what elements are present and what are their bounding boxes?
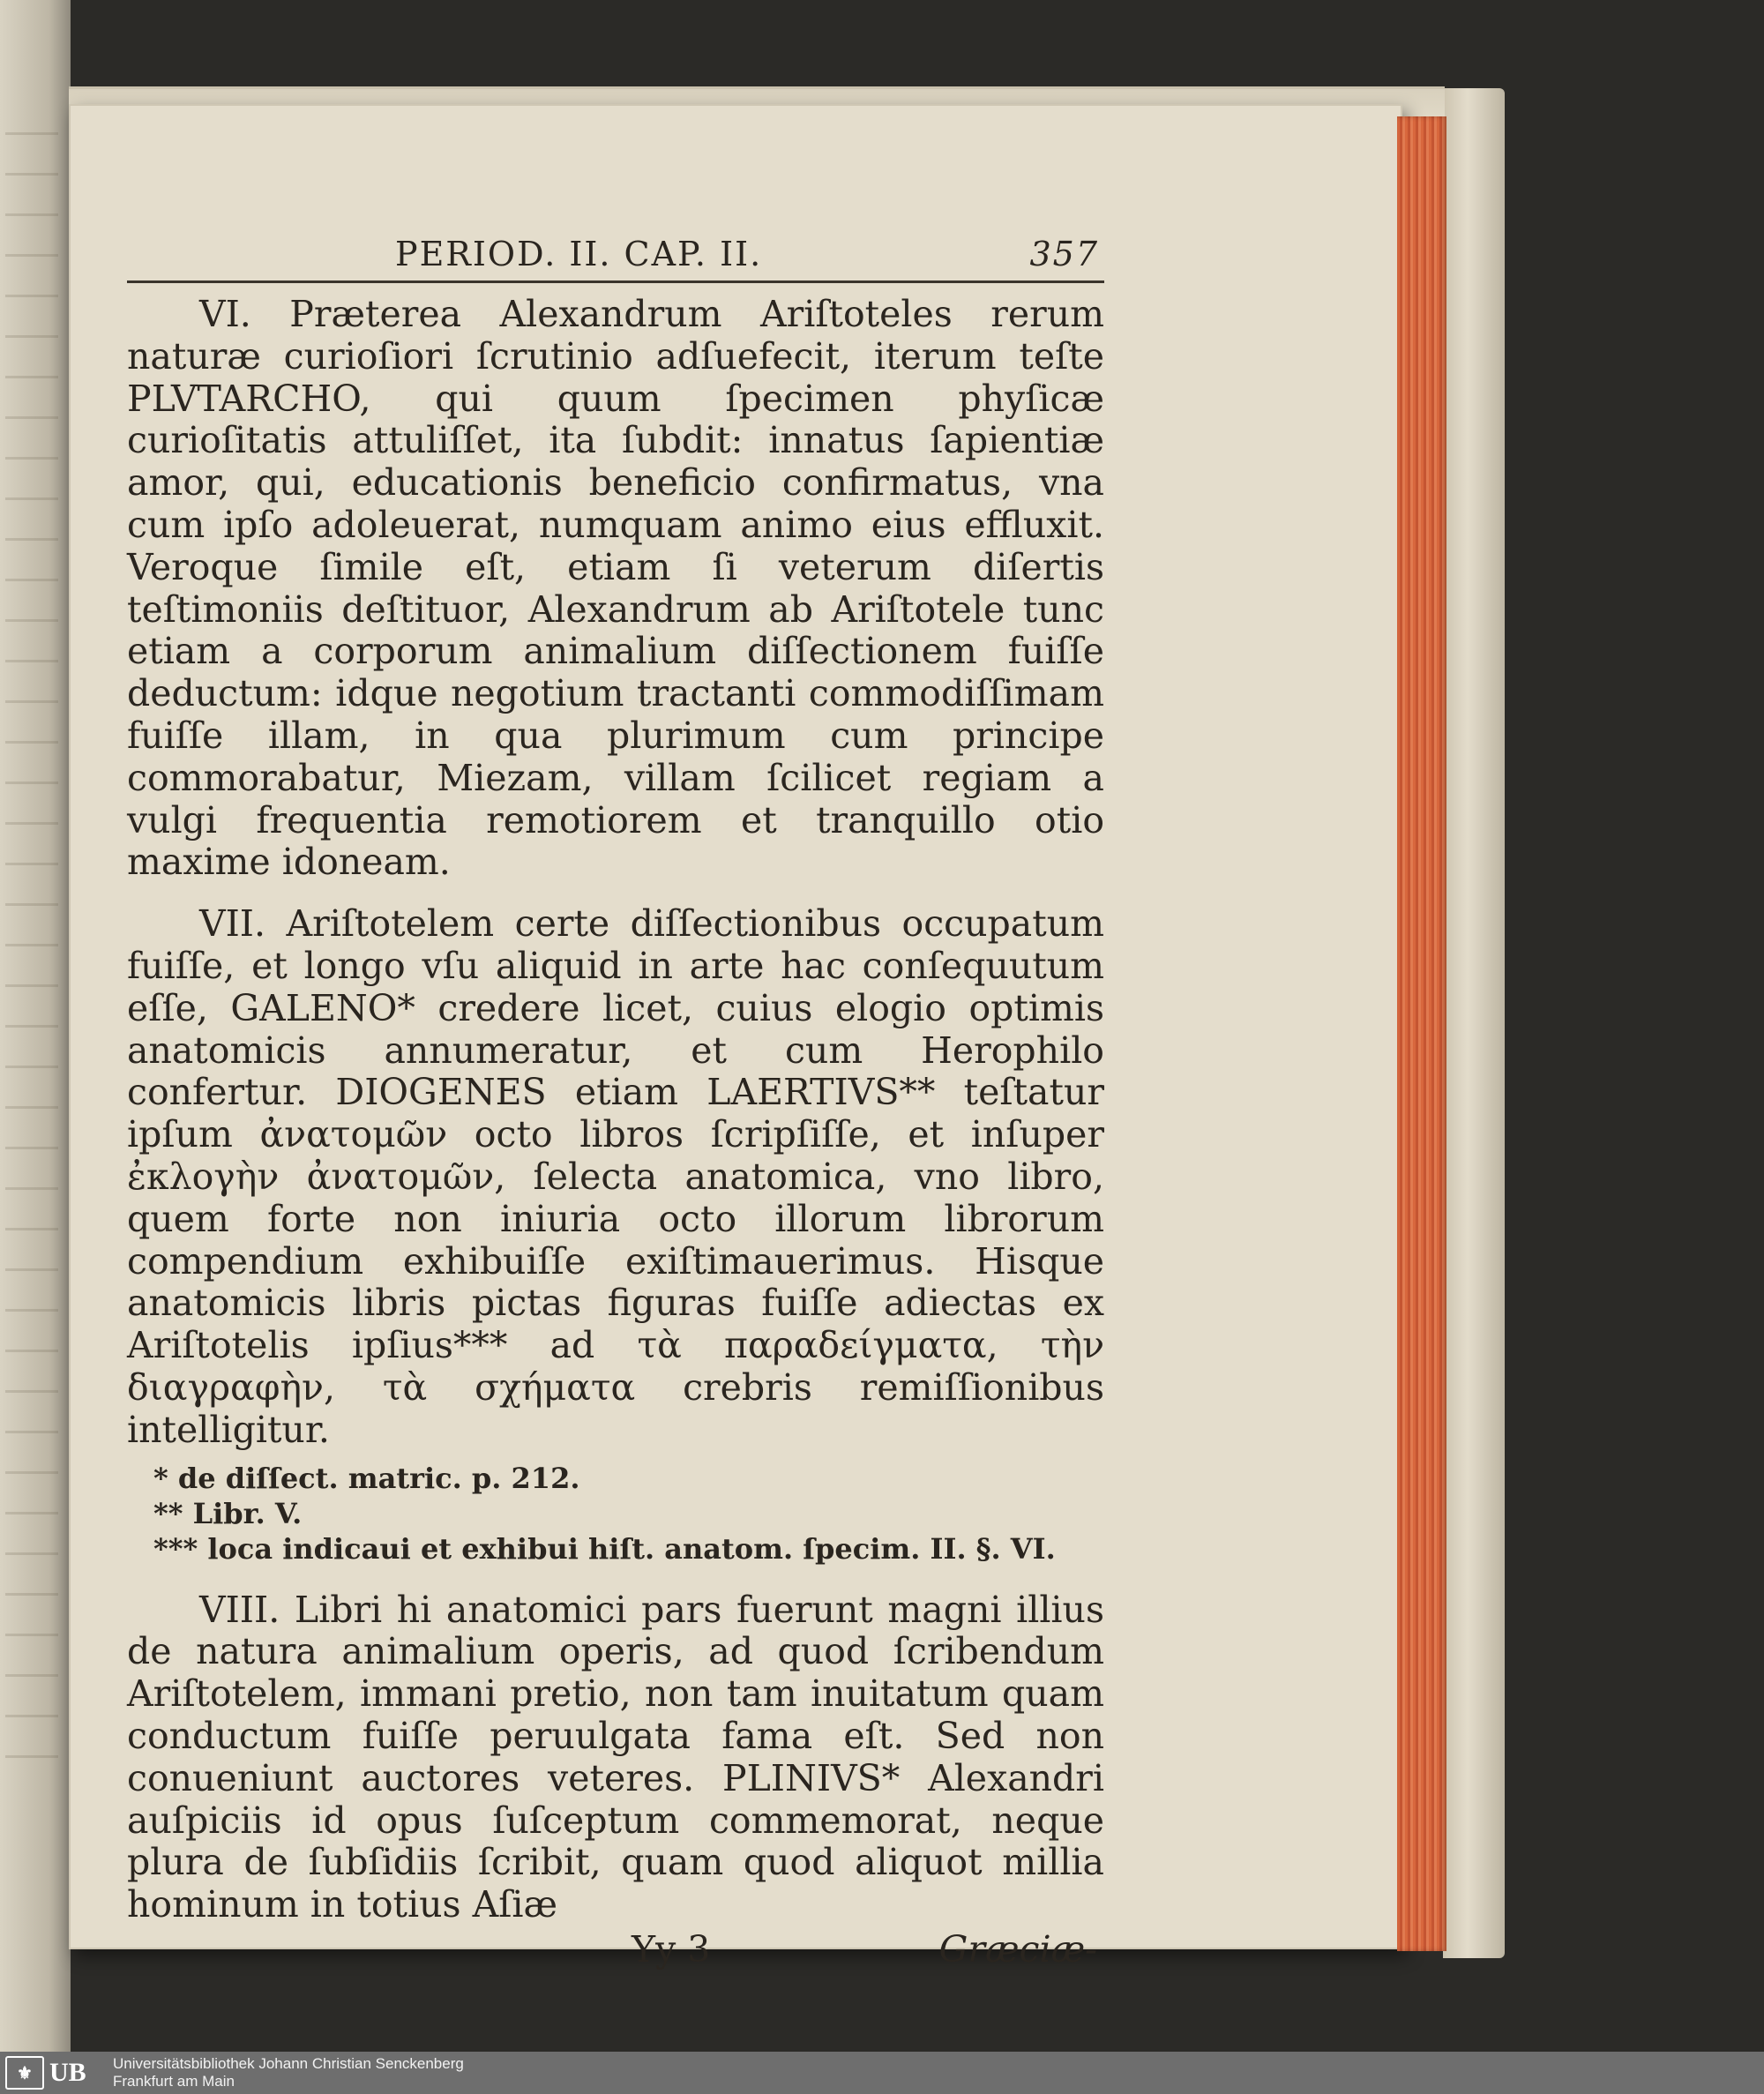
- red-page-edges: [1397, 116, 1446, 1951]
- ub-emblem-icon: ⚜: [5, 2056, 44, 2090]
- catchword: Græciæ-: [938, 1927, 1097, 1971]
- paragraph-viii: VIII. Libri hi anatomici pars fuerunt magni illius de natura animalium operis, ad quod ſcribendum Ariſtotelem, immani pretio, non tam inuitatum quam conductum fuiſſe peruulgata fama eſt. Sed non conueniunt auctores veteres. PLINIVS* Alexandri auſpiciis id opus ſuſceptum commemorat, neque plura de ſubſidiis ſcribit, quam quod aliquot millia hominum in totius Aſiæ: [127, 1588, 1104, 1926]
- signature-mark: Yy 3: [632, 1927, 711, 1971]
- footnote: *** loca indicaui et exhibui hiſt. anatom. ſpecim. II. §. VI.: [153, 1531, 1056, 1566]
- library-footer-bar: [0, 2052, 1764, 2094]
- running-head-title: PERIOD. II. CAP. II.: [395, 235, 763, 273]
- book-cover-edge: [1443, 88, 1505, 1958]
- library-name: [113, 2055, 464, 2090]
- ub-logo: [5, 2055, 102, 2090]
- paragraph-vi: VI. Præterea Alexandrum Ariſtoteles rerum naturæ curioſiori ſcrutinio adſuefecit, iterum teſte PLVTARCHO, qui quum ſpecimen phyſicæ curioſitatis attuliſſet, ita ſubdit: innatus ſapientiæ amor, qui, educationis beneficio confirmatus, vna cum ipſo adoleuerat, numquam animo eius effluxit. Veroque ſimile eſt, etiam ſi veterum diſertis teſtimoniis deſtituor, Alexandrum ab Ariſtotele tunc etiam a corporum animalium diſſectionem fuiſſe deductum: idque negotium tractanti commodiſſimam fuiſſe illam, in qua plurimum cum principe commorabatur, Miezam, villam ſcilicet regiam a vulgi frequentia remotiorem et tranquillo otio maxime idoneam.: [127, 293, 1104, 884]
- library-name-line1: Universitätsbibliothek Johann Christian Senckenberg: [113, 2055, 464, 2072]
- page-text: [127, 231, 1104, 1972]
- paragraph-vii: VII. Ariſtotelem certe diſſectionibus occupatum fuiſſe, et longo vſu aliquid in arte hac conſequutum eſſe, GALENO* credere licet, cuius elogio optimis anatomicis annumeratur, et cum Herophilo confertur. DIOGENES etiam LAERTIVS** teſtatur ipſum ἀνατομῶν octo libros ſcripſiſſe, et inſuper ἐκλογὴν ἀνατομῶν, ſelecta anatomica, vno libro, quem forte non iniuria octo illorum librorum compendium exhibuiſſe exiſtimauerimus. Hisque anatomicis libris pictas figuras fuiſſe adiectas ex Ariſtotelis ipſius*** ad τὰ παραδείγματα, τὴν διαγραφὴν, τὰ σχήματα crebris remiſſionibus intelligitur.: [127, 902, 1104, 1451]
- footnotes: [153, 1461, 1104, 1567]
- running-head: [127, 231, 1104, 283]
- catch-line: [127, 1928, 1104, 1972]
- ub-logo-text: UB: [49, 2058, 86, 2087]
- left-page-text-fragments: [5, 106, 58, 1782]
- footnote: ** Libr. V.: [153, 1496, 303, 1530]
- page-number: 357: [1029, 235, 1099, 273]
- library-name-line2: Frankfurt am Main: [113, 2073, 235, 2090]
- left-page-edge: [0, 0, 71, 2055]
- footnote: * de diſſect. matric. p. 212.: [153, 1461, 580, 1495]
